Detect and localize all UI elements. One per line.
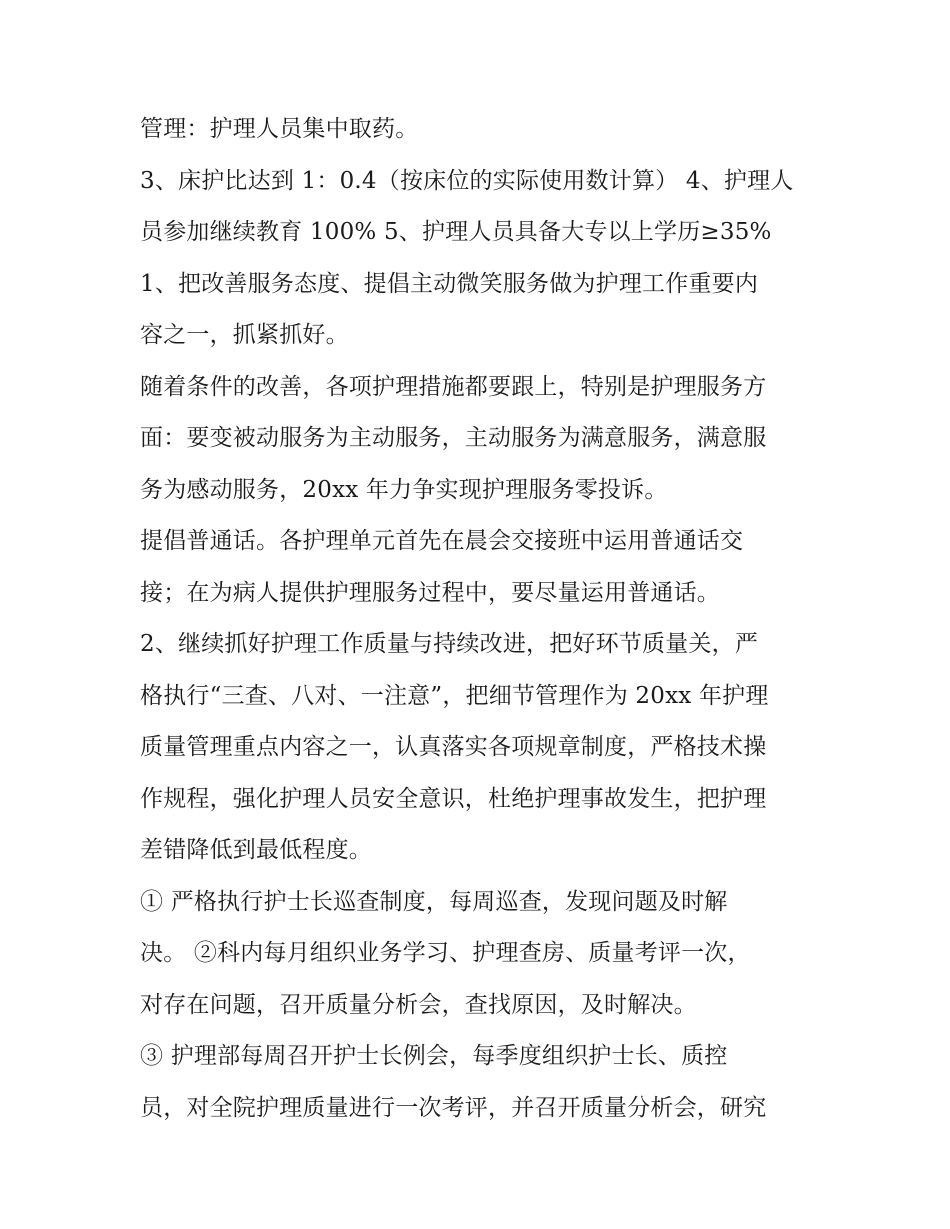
text-line: 提倡普通话。各护理单元首先在晨会交接班中运用普通话交	[140, 528, 744, 554]
text-line: 格执行“三查、八对、一注意”，把细节管理作为 20xx 年护理	[140, 682, 769, 709]
text-line: 差错降低到最低程度。	[140, 837, 372, 863]
text-line: 3、床护比达到 1：0.4（按床位的实际使用数计算） 4、护理人	[140, 167, 794, 194]
text-line: 面：要变被动服务为主动服务，主动服务为满意服务，满意服	[140, 425, 767, 451]
text-line: 随着条件的改善，各项护理措施都要跟上，特别是护理服务方	[140, 373, 767, 400]
text-line: 决。 ②科内每月组织业务学习、护理查房、质量考评一次，	[140, 940, 751, 966]
text-line: ① 严格执行护士长巡查制度，每周巡查，发现问题及时解	[140, 888, 728, 915]
text-line: 员参加继续教育 100% 5、护理人员具备大专以上学历≥35%	[140, 219, 772, 245]
text-line: 务为感动服务，20xx 年力争实现护理服务零投诉。	[140, 476, 668, 503]
text-line: 质量管理重点内容之一，认真落实各项规章制度，严格技术操	[140, 734, 767, 760]
text-line: 2、继续抓好护理工作质量与持续改进，把好环节质量关，严	[140, 631, 759, 657]
text-line: ③ 护理部每周召开护士长例会，每季度组织护士长、质控	[140, 1043, 728, 1069]
text-line: 容之一，抓紧抓好。	[140, 322, 349, 348]
document-body	[140, 104, 820, 1134]
text-line: 接；在为病人提供护理服务过程中，要尽量运用普通话。	[140, 579, 720, 606]
text-line: 对存在问题，召开质量分析会，查找原因，及时解决。	[140, 991, 697, 1018]
text-line: 员，对全院护理质量进行一次考评，并召开质量分析会，研究	[140, 1094, 767, 1121]
text-line: 1、把改善服务态度、提倡主动微笑服务做为护理工作重要内	[140, 270, 759, 297]
text-line: 管理：护理人员集中取药。	[140, 116, 419, 142]
text-line: 作规程，强化护理人员安全意识，杜绝护理事故发生，把护理	[140, 785, 767, 812]
